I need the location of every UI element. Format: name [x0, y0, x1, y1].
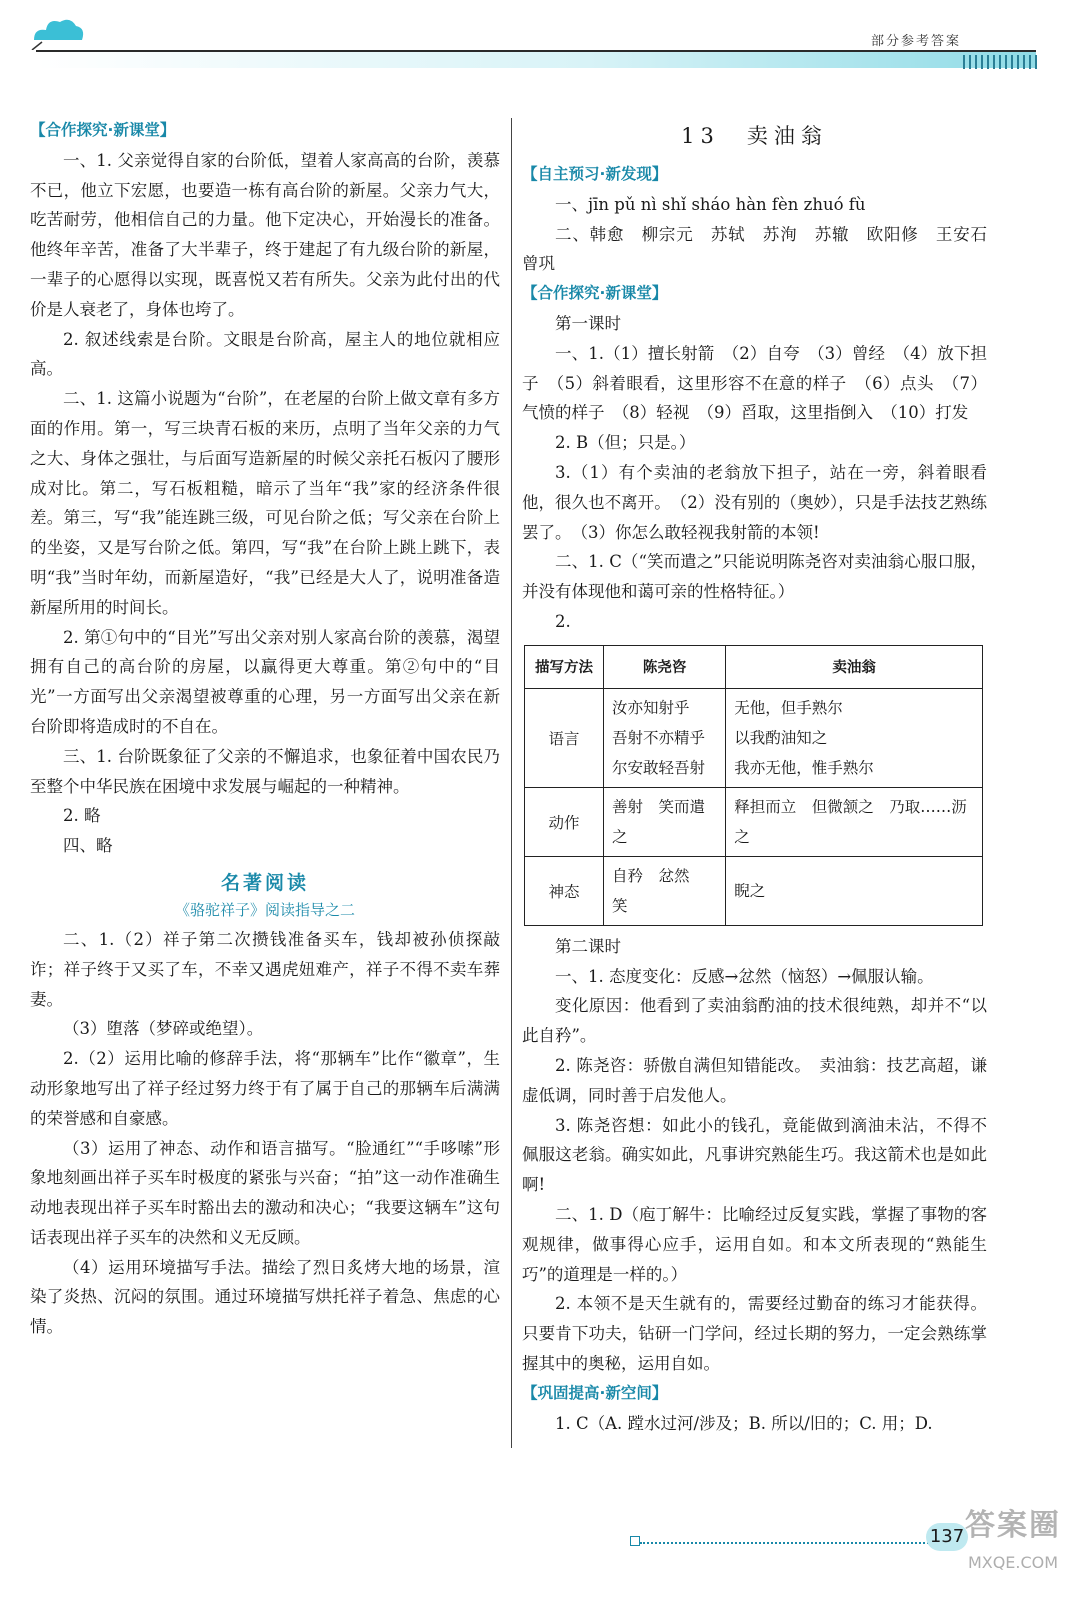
- answer-paragraph: 二、1. D（庖丁解牛：比喻经过反复实践，掌握了事物的客观规律，做事得心应手，运用自如。和本文所表现的“熟能生巧”的道理是一样的。）: [522, 1204, 987, 1284]
- footer-square-icon: [630, 1536, 640, 1546]
- answer-paragraph: （4）运用环境描写手法。描绘了烈日炙烤大地的场景，渲染了炎热、沉闷的氛围。通过环境描写烘托祥子着急、焦虑的心情。: [30, 1257, 500, 1337]
- page-number: 137: [926, 1523, 968, 1551]
- table-cell-method: 语言: [525, 688, 604, 787]
- answer-paragraph: 二、1. C（“笑而遣之”只能说明陈尧咨对卖油翁心服口服，并没有体现他和蔼可亲的性格特征。）: [522, 552, 987, 602]
- answer-paragraph: 2. 陈尧咨：骄傲自满但知错能改。 卖油翁：技艺高超，谦虚低调，同时善于启发他人。: [522, 1055, 987, 1105]
- answer-paragraph: 3.（1）有个卖油的老翁放下担子，站在一旁，斜着眼看他，很久也不离开。 （2）没有别的（奥妙），只是手法技艺熟练罢了。 （3）你怎么敢轻视我射箭的本领!: [522, 462, 987, 542]
- answer-paragraph: 二、1. 这篇小说题为“台阶”，在老屋的台阶上做文章有多方面的作用。第一，写三块青石板的来历，点明了当年父亲的力气之大、身体之强壮，与后面写造新屋的时候父亲托石板闪了腰形成对比。第二，写石板粗糙，暗示了当年“我”家的经济条件很差。第三，写“我”能连跳三级，可见台阶之低；写父亲在台阶上的坐姿，又是写台阶之低。第四，写“我”在台阶上跳上跳下，表明“我”当时年幼，而新屋造好，“我”已经是大人了，说明准备造新屋所用的时间长。: [30, 389, 500, 617]
- cloud-logo-icon: [30, 10, 86, 50]
- answer-paragraph: 2. B（但；只是。）: [555, 433, 696, 453]
- lesson-period-label: 第一课时: [555, 313, 621, 333]
- footer-dotted-rule: [640, 1542, 960, 1546]
- answer-paragraph: 3. 陈尧咨想：如此小的钱孔，竟能做到滴油未沾，不得不佩服这老翁。确实如此，凡事讲究熟能生巧。我这箭术也是如此啊!: [522, 1115, 987, 1195]
- lesson-period-label: 第二课时: [555, 936, 621, 956]
- table-cell: [604, 787, 726, 856]
- table-cell-line: 以我酌油知之: [734, 728, 828, 747]
- left-column: [30, 116, 500, 1342]
- answer-paragraph: 一、1.（1）擅长射箭 （2）自夸 （3）曾经 （4）放下担子 （5）斜着眼看，这里形容不在意的样子 （6）点头 （7）气愤的样子 （8）轻视 （9）舀取，这里指倒入 （10）打发: [522, 343, 987, 423]
- section-label-consolidation: 【巩固提高·新空间】: [522, 1383, 668, 1402]
- column-divider: [511, 118, 512, 1448]
- table-cell: [726, 688, 983, 787]
- table-row: [525, 688, 983, 787]
- answer-paragraph: 变化原因：他看到了卖油翁酌油的技术很纯熟，却并不“以此自矜”。: [522, 996, 987, 1046]
- table-cell-line: 汝亦知射乎: [612, 698, 690, 717]
- answer-paragraph: 2. 本领不是天生就有的，需要经过勤奋的练习才能获得。只要肯下功夫，钻研一门学问，经过长期的努力，一定会熟练掌握其中的奥秘，运用自如。: [522, 1294, 987, 1373]
- table-row: [525, 856, 983, 925]
- table-header-row: [525, 645, 983, 688]
- answer-paragraph: 一、1. 态度变化：反感→忿然（恼怒）→佩服认输。: [555, 966, 934, 986]
- answer-paragraph: 2. 第①句中的“目光”写出父亲对别人家高台阶的羡慕，渴望拥有自己的高台阶的房屋，以赢得更大尊重。第②句中的“目光”一方面写出父亲渴望被尊重的心理，另一方面写出父亲在新台阶即将造成时的不自在。: [30, 627, 500, 736]
- watermark-text: 答案圈: [965, 1508, 1061, 1543]
- table-header-cell: 描写方法: [525, 645, 604, 688]
- answer-paragraph: 2. 略: [63, 806, 101, 826]
- table-cell-line: 自矜 忿然 笑: [612, 866, 706, 915]
- table-cell-method: 神态: [525, 856, 604, 925]
- section-label-cooperative: 【合作探究·新课堂】: [30, 121, 176, 139]
- table-row: [525, 787, 983, 856]
- answer-paragraph: 四、略: [63, 836, 113, 856]
- header-band: [36, 50, 1036, 68]
- right-column: [522, 116, 1004, 1438]
- answer-paragraph: 1. C（A. 蹚水过河/涉及；B. 所以/旧的；C. 用；D.: [555, 1413, 933, 1433]
- section-label-cooperative: 【合作探究·新课堂】: [522, 284, 668, 303]
- comparison-table: [524, 645, 983, 926]
- table-cell-line: 释担而立 但微颔之 乃取……沥之: [734, 797, 967, 846]
- table-cell-line: 无他，但手熟尔: [734, 698, 843, 717]
- header-tick-marks: [963, 55, 1039, 69]
- running-header-title: 部分参考答案: [870, 34, 961, 49]
- watermark-url: MXQE.COM: [967, 1553, 1059, 1572]
- table-header-cell: 陈尧咨: [604, 645, 726, 688]
- table-cell-line: 我亦无他，惟手熟尔: [734, 758, 874, 777]
- table-cell-line: 吾射不亦精乎: [612, 728, 706, 747]
- section-label-preview: 【自主预习·新发现】: [522, 165, 668, 183]
- classics-reading-subtitle: 《骆驼祥子》阅读指导之二: [174, 900, 355, 919]
- answer-paragraph: 2.（2）运用比喻的修辞手法，将“那辆车”比作“徽章”，生动形象地写出了祥子经过努力终于有了属于自己的那辆车后满满的荣誉感和自豪感。: [30, 1049, 500, 1128]
- table-cell: [604, 856, 726, 925]
- watermark-logo: [953, 1500, 1073, 1590]
- answer-paragraph: 2. 叙述线索是台阶。文眼是台阶高，屋主人的地位就相应高。: [30, 329, 500, 379]
- table-cell-method: 动作: [525, 787, 604, 856]
- header-rule: [36, 50, 1036, 52]
- answer-paragraph: 二、韩愈 柳宗元 苏轼 苏洵 苏辙 欧阳修 王安石 曾巩: [522, 224, 1004, 274]
- lesson-title: 13 卖油翁: [681, 124, 828, 148]
- answer-paragraph: 一、1. 父亲觉得自家的台阶低，望着人家高高的台阶，羡慕不已，他立下宏愿，也要造一栋有高台阶的新屋。父亲力气大，吃苦耐劳，他相信自己的力量。他下定决心，开始漫长的准备。他终年辛苦，准备了大半辈子，终于建起了有九级台阶的新屋，一辈子的心愿得以实现，既喜悦又若有所失。父亲为此付出的代价是人衰老了，身体也垮了。: [30, 150, 500, 319]
- table-header-cell: 卖油翁: [726, 645, 983, 688]
- table-cell-line: 睨之: [734, 881, 766, 900]
- table-cell: [726, 856, 983, 925]
- table-cell: [726, 787, 983, 856]
- answer-paragraph: （3）运用了神态、动作和语言描写。“脸通红”“手哆嗦”形象地刻画出祥子买车时极度的紧张与兴奋；“拍”这一动作准确生动地表现出祥子买车时豁出去的激动和决心；“我要这辆车”这句话表现出祥子买车的决然和义无反顾。: [30, 1138, 500, 1247]
- answer-paragraph: 三、1. 台阶既象征了父亲的不懈追求，也象征着中国农民乃至整个中华民族在困境中求发展与崛起的一种精神。: [30, 746, 500, 796]
- table-cell: [604, 688, 726, 787]
- table-cell-line: 善射 笑而遣之: [612, 797, 706, 846]
- answer-paragraph: 一、jīn pǔ nì shǐ sháo hàn fèn zhuó fù: [555, 194, 866, 214]
- answer-paragraph: （3）堕落（梦碎或绝望）。: [63, 1019, 264, 1039]
- table-cell-line: 尔安敢轻吾射: [612, 758, 706, 777]
- answer-paragraph: 2.: [555, 611, 571, 631]
- classics-reading-title: 名著阅读: [220, 871, 309, 894]
- answer-paragraph: 二、1.（2）祥子第二次攒钱准备买车，钱却被孙侦探敲诈；祥子终于又买了车，不幸又遇虎妞难产，祥子不得不卖车葬妻。: [30, 929, 500, 1009]
